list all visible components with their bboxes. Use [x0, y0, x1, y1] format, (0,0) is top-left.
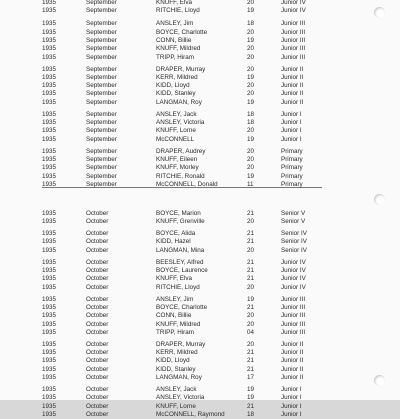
grade-cell: Junior II [281, 82, 304, 90]
grade-cell: Junior II [281, 374, 304, 381]
year-cell: 1935 [42, 0, 57, 6]
age-cell: 20 [247, 0, 255, 6]
punch-hole [374, 194, 385, 205]
age-cell: 18 [247, 119, 255, 126]
age-cell: 19 [247, 36, 255, 44]
age-cell: 19 [247, 172, 255, 180]
year-cell: 1935 [42, 275, 57, 283]
grade-cell: Junior I [281, 386, 302, 393]
year-cell: 1935 [42, 402, 57, 410]
age-cell: 21 [247, 209, 255, 217]
year-cell: 1935 [42, 135, 57, 143]
age-cell: 20 [247, 90, 255, 98]
year-cell: 1935 [42, 303, 57, 311]
year-cell: 1935 [42, 155, 57, 163]
grade-cell: Junior I [281, 394, 302, 402]
month-cell: September [86, 45, 117, 53]
name-cell: BOYCE, Laurence [156, 267, 208, 274]
month-cell: September [86, 127, 117, 135]
name-cell: KIDD, Lloyd [156, 357, 190, 365]
age-cell: 20 [247, 147, 255, 155]
name-cell: KIDD, Hazel [156, 238, 191, 246]
name-cell: BOYCE, Marion [156, 209, 201, 217]
year-cell: 1935 [42, 127, 57, 135]
name-cell: KIDD, Stanley [156, 365, 196, 373]
name-cell: McCONNELL, Donald [156, 180, 218, 188]
age-cell: 20 [247, 312, 255, 320]
name-cell: ANSLEY, Jim [156, 295, 194, 303]
month-cell: September [86, 119, 117, 126]
grade-cell: Junior I [281, 402, 302, 410]
month-cell: September [86, 180, 117, 188]
grade-cell: Primary [281, 180, 303, 188]
month-cell: October [86, 340, 109, 348]
grade-cell: Junior IV [281, 7, 306, 15]
name-cell: TRIPP, Hiram [156, 328, 195, 336]
grade-cell: Senior V [281, 218, 306, 226]
year-cell: 1935 [42, 328, 57, 336]
age-cell: 21 [247, 258, 255, 266]
month-cell: September [86, 0, 117, 6]
age-cell: 20 [247, 28, 255, 36]
grade-cell: Junior II [281, 357, 304, 365]
year-cell: 1935 [42, 209, 57, 217]
age-cell: 21 [247, 238, 255, 246]
year-cell: 1935 [42, 374, 57, 381]
grade-cell: Junior II [281, 98, 304, 106]
grade-cell: Junior III [281, 320, 306, 328]
grade-cell: Junior I [281, 110, 302, 118]
name-cell: TRIPP, Hiram [156, 53, 195, 61]
year-cell: 1935 [42, 218, 57, 226]
name-cell: DRAPER, Murray [156, 65, 206, 73]
month-cell: October [86, 410, 109, 418]
grade-cell: Primary [281, 172, 303, 180]
year-cell: 1935 [42, 394, 57, 402]
month-cell: September [86, 98, 117, 106]
age-cell: 21 [247, 365, 255, 373]
grade-cell: Junior III [281, 53, 306, 61]
year-cell: 1935 [42, 147, 57, 155]
punch-hole [374, 375, 385, 386]
age-cell: 19 [247, 7, 255, 15]
grade-cell: Junior III [281, 45, 306, 53]
name-cell: KIDD, Stanley [156, 90, 196, 98]
age-cell: 20 [247, 320, 255, 328]
name-cell: KERR, Mildred [156, 349, 198, 357]
grade-cell: Junior I [281, 135, 302, 143]
month-cell: September [86, 20, 117, 28]
grade-cell: Junior III [281, 328, 306, 336]
month-cell: October [86, 402, 109, 410]
year-cell: 1935 [42, 53, 57, 61]
grade-cell: Junior III [281, 20, 306, 28]
age-cell: 21 [247, 230, 255, 238]
age-cell: 20 [247, 127, 255, 135]
year-cell: 1935 [42, 357, 57, 365]
age-cell: 18 [247, 410, 255, 418]
name-cell: KNUFF, Mildred [156, 320, 201, 328]
month-cell: October [86, 394, 109, 402]
year-cell: 1935 [42, 20, 57, 28]
month-cell: September [86, 172, 117, 180]
month-cell: September [86, 7, 117, 15]
month-cell: September [86, 53, 117, 61]
year-cell: 1935 [42, 230, 57, 238]
name-cell: RITCHIE, Lloyd [156, 7, 200, 15]
grade-cell: Primary [281, 147, 303, 155]
name-cell: DRAPER, Murray [156, 340, 206, 348]
grade-cell: Junior I [281, 127, 302, 135]
month-cell: October [86, 275, 109, 283]
month-cell: October [86, 328, 109, 336]
month-cell: October [86, 374, 109, 381]
year-cell: 1935 [42, 312, 57, 320]
year-cell: 1935 [42, 238, 57, 246]
year-cell: 1935 [42, 180, 57, 188]
name-cell: ANSLEY, Jack [156, 386, 197, 393]
age-cell: 20 [247, 218, 255, 226]
year-cell: 1935 [42, 349, 57, 357]
name-cell: KNUFF, Grenville [156, 218, 205, 226]
name-cell: LANGMAN, Roy [156, 98, 202, 106]
grade-cell: Junior II [281, 90, 304, 98]
name-cell: ANSLEY, Victoria [156, 394, 205, 402]
grade-cell: Junior II [281, 340, 304, 348]
age-cell: 20 [247, 53, 255, 61]
grade-cell: Junior III [281, 303, 306, 311]
month-cell: September [86, 73, 117, 81]
name-cell: ANSLEY, Victoria [156, 119, 205, 126]
month-cell: October [86, 386, 109, 393]
age-cell: 20 [247, 45, 255, 53]
grade-cell: Senior V [281, 209, 306, 217]
age-cell: 19 [247, 394, 255, 402]
grade-cell: Senior IV [281, 238, 307, 246]
month-cell: October [86, 312, 109, 320]
month-cell: September [86, 135, 117, 143]
year-cell: 1935 [42, 82, 57, 90]
grade-cell: Junior II [281, 365, 304, 373]
year-cell: 1935 [42, 172, 57, 180]
grade-cell: Junior IV [281, 275, 306, 283]
month-cell: October [86, 320, 109, 328]
grade-cell: Junior III [281, 36, 306, 44]
grade-cell: Junior IV [281, 258, 306, 266]
month-cell: October [86, 357, 109, 365]
name-cell: RITCHIE, Lloyd [156, 283, 200, 291]
month-cell: September [86, 147, 117, 155]
month-cell: October [86, 230, 109, 238]
month-cell: October [86, 283, 109, 291]
month-cell: September [86, 28, 117, 36]
grade-cell: Junior I [281, 119, 302, 126]
year-cell: 1935 [42, 36, 57, 44]
name-cell: KIDD, Lloyd [156, 82, 190, 90]
name-cell: KNUFF, Elva [156, 0, 193, 6]
name-cell: KNUFF, Lorne [156, 127, 196, 135]
month-cell: October [86, 365, 109, 373]
month-cell: October [86, 238, 109, 246]
name-cell: KNUFF, Eileen [156, 155, 198, 163]
year-cell: 1935 [42, 7, 57, 15]
age-cell: 20 [247, 340, 255, 348]
age-cell: 18 [247, 110, 255, 118]
year-cell: 1935 [42, 283, 57, 291]
age-cell: 19 [247, 135, 255, 143]
age-cell: 21 [247, 349, 255, 357]
age-cell: 04 [247, 328, 255, 336]
month-cell: October [86, 349, 109, 357]
grade-cell: Junior II [281, 73, 304, 81]
grade-cell: Primary [281, 164, 303, 172]
year-cell: 1935 [42, 73, 57, 81]
name-cell: CONN, Billie [156, 312, 192, 320]
name-cell: BEESLEY, Alfred [156, 258, 204, 266]
grade-cell: Senior IV [281, 246, 307, 254]
age-cell: 21 [247, 303, 255, 311]
month-cell: September [86, 90, 117, 98]
month-cell: September [86, 36, 117, 44]
age-cell: 20 [247, 283, 255, 291]
age-cell: 11 [247, 180, 254, 188]
year-cell: 1935 [42, 410, 57, 418]
name-cell: BOYCE, Charlotte [156, 303, 208, 311]
name-cell: LANGMAN, Roy [156, 374, 202, 381]
age-cell: 18 [247, 20, 255, 28]
punch-hole [374, 7, 385, 18]
year-cell: 1935 [42, 246, 57, 254]
year-cell: 1935 [42, 164, 57, 172]
name-cell: LANGMAN, Mina [156, 246, 205, 254]
name-cell: KNUFF, Elva [156, 275, 193, 283]
age-cell: 20 [247, 155, 255, 163]
year-cell: 1935 [42, 386, 57, 393]
year-cell: 1935 [42, 98, 57, 106]
age-cell: 19 [247, 295, 255, 303]
grade-cell: Junior III [281, 312, 306, 320]
grade-cell: Junior IV [281, 0, 306, 6]
grade-cell: Junior I [281, 410, 302, 418]
age-cell: 21 [247, 357, 255, 365]
name-cell: DRAPER, Audrey [156, 147, 206, 155]
year-cell: 1935 [42, 45, 57, 53]
year-cell: 1935 [42, 365, 57, 373]
name-cell: KERR, Mildred [156, 73, 198, 81]
month-cell: October [86, 258, 109, 266]
age-cell: 19 [247, 98, 255, 106]
age-cell: 21 [247, 402, 255, 410]
year-cell: 1935 [42, 295, 57, 303]
month-cell: September [86, 82, 117, 90]
age-cell: 19 [247, 386, 255, 393]
year-cell: 1935 [42, 90, 57, 98]
name-cell: KNUFF, Lorne [156, 402, 196, 410]
name-cell: KNUFF, Mildred [156, 45, 201, 53]
name-cell: McCONNELL, Raymond [156, 410, 225, 418]
grade-cell: Primary [281, 155, 303, 163]
age-cell: 20 [247, 246, 255, 254]
grade-cell: Junior III [281, 28, 306, 36]
grade-cell: Junior IV [281, 283, 306, 291]
month-cell: October [86, 209, 109, 217]
month-cell: September [86, 164, 117, 172]
month-cell: September [86, 155, 117, 163]
age-cell: 20 [247, 65, 255, 73]
grade-cell: Junior IV [281, 267, 306, 274]
grade-cell: Senior IV [281, 230, 307, 238]
age-cell: 21 [247, 275, 255, 283]
grade-cell: Junior III [281, 295, 306, 303]
age-cell: 20 [247, 164, 255, 172]
name-cell: McCONNELL [156, 135, 195, 143]
grade-cell: Junior II [281, 65, 304, 73]
year-cell: 1935 [42, 119, 57, 126]
year-cell: 1935 [42, 28, 57, 36]
name-cell: BOYCE, Charlotte [156, 28, 208, 36]
grade-cell: Junior II [281, 349, 304, 357]
name-cell: RITCHIE, Ronald [156, 172, 205, 180]
year-cell: 1935 [42, 258, 57, 266]
name-cell: CONN, Billie [156, 36, 192, 44]
month-cell: October [86, 246, 109, 254]
month-cell: October [86, 218, 109, 226]
age-cell: 21 [247, 267, 255, 274]
month-cell: October [86, 267, 109, 274]
name-cell: ANSLEY, Jim [156, 20, 194, 28]
month-cell: September [86, 110, 117, 118]
name-cell: BOYCE, Alida [156, 230, 196, 238]
year-cell: 1935 [42, 65, 57, 73]
year-cell: 1935 [42, 340, 57, 348]
year-cell: 1935 [42, 267, 57, 274]
year-cell: 1935 [42, 110, 57, 118]
age-cell: 17 [247, 374, 255, 381]
year-cell: 1935 [42, 320, 57, 328]
age-cell: 19 [247, 73, 255, 81]
name-cell: KNUFF, Morley [156, 164, 199, 172]
month-cell: October [86, 295, 109, 303]
age-cell: 20 [247, 82, 255, 90]
month-cell: October [86, 303, 109, 311]
month-cell: September [86, 65, 117, 73]
name-cell: ANSLEY, Jack [156, 110, 197, 118]
